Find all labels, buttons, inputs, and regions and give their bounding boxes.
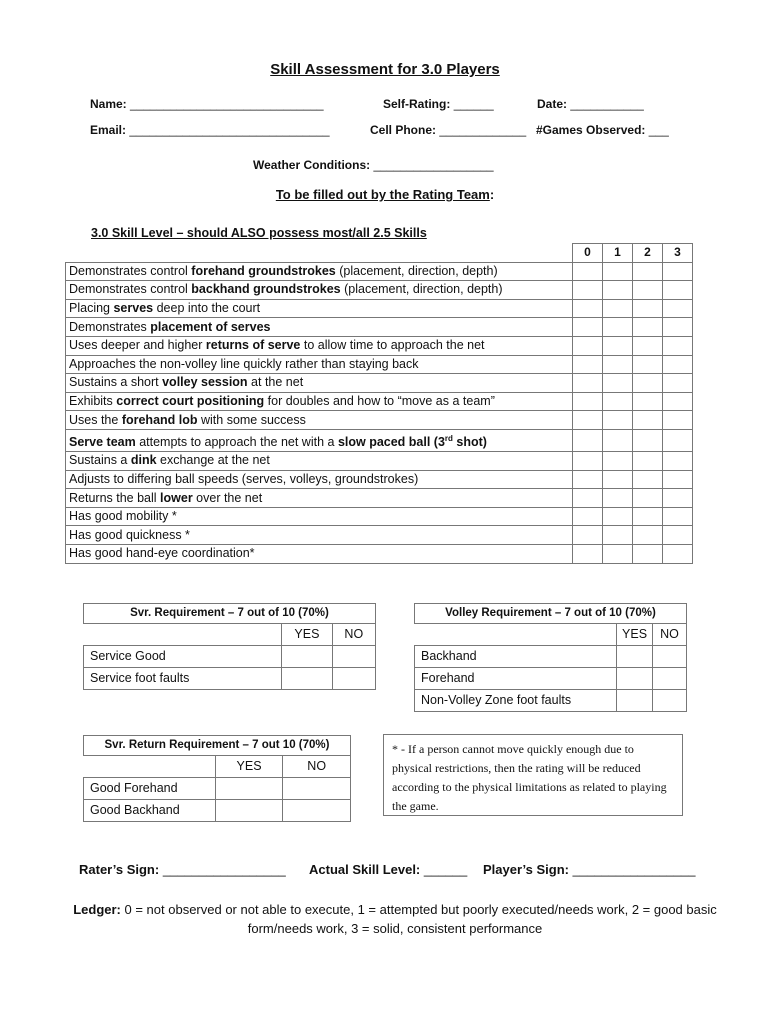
skill-row xyxy=(66,507,693,526)
return-yes-header: YES xyxy=(215,756,283,778)
skill-description xyxy=(66,262,573,281)
score-cell-2[interactable] xyxy=(633,507,663,526)
skill-text-bold: returns of serve xyxy=(205,338,301,353)
skill-text-pre: Has good quickness * xyxy=(69,527,190,542)
score-cell-2[interactable] xyxy=(633,281,663,300)
score-cell-3[interactable] xyxy=(663,452,693,471)
skill-row xyxy=(66,281,693,300)
player-sign-label: Player’s Sign: xyxy=(483,862,569,877)
volley-backhand-no-cell[interactable] xyxy=(653,646,687,668)
mobility-note: * - If a person cannot move quickly enough due to physical restrictions, then the rating will be reduced according to the physical limitations as related to playing the game. xyxy=(383,734,683,816)
service-yes-header: YES xyxy=(282,624,332,646)
rating-team-heading xyxy=(0,187,770,202)
rater-sign-label: Rater’s Sign: xyxy=(79,862,160,877)
skill-text-pre: Has good mobility * xyxy=(69,509,177,524)
games-observed-field[interactable] xyxy=(536,123,669,137)
volley-forehand-no-cell[interactable] xyxy=(653,668,687,690)
score-cell-1[interactable] xyxy=(603,318,633,337)
skill-description xyxy=(66,526,573,545)
weather-label: Weather Conditions: xyxy=(253,158,371,172)
return-requirement-table xyxy=(83,735,351,822)
skill-text-pre: Exhibits xyxy=(69,394,117,409)
score-cell-2[interactable] xyxy=(633,355,663,374)
score-col-1: 1 xyxy=(603,244,633,263)
volley-row-label: Non-Volley Zone foot faults xyxy=(415,690,617,712)
score-cell-3[interactable] xyxy=(663,526,693,545)
weather-field[interactable] xyxy=(253,158,494,172)
score-cell-0[interactable] xyxy=(573,374,603,393)
skill-level-heading: 3.0 Skill Level – should ALSO possess most/all 2.5 Skills xyxy=(91,226,427,240)
score-cell-0[interactable] xyxy=(573,281,603,300)
rater-sign-field[interactable] xyxy=(79,862,286,877)
page-title: Skill Assessment for 3.0 Players xyxy=(270,61,500,78)
skills-table-body xyxy=(66,244,693,564)
skill-row xyxy=(66,392,693,411)
games-observed-label: #Games Observed: xyxy=(536,123,646,137)
player-sign-field[interactable] xyxy=(483,862,696,877)
skill-text-pre: Demonstrates xyxy=(69,319,151,334)
skill-text-bold: dink xyxy=(130,453,157,468)
skill-text-pre: Adjusts to differing ball speeds (serves, volleys, groundstrokes) xyxy=(69,471,419,486)
score-cell-3[interactable] xyxy=(663,411,693,430)
score-cell-1[interactable] xyxy=(603,489,633,508)
score-col-2: 2 xyxy=(633,244,663,263)
cell-phone-field[interactable] xyxy=(370,123,526,137)
score-cell-0[interactable] xyxy=(573,262,603,281)
score-cell-1[interactable] xyxy=(603,452,633,471)
score-cell-0[interactable] xyxy=(573,336,603,355)
service-good-no-cell[interactable] xyxy=(332,646,375,668)
score-cell-2[interactable] xyxy=(633,336,663,355)
skill-description xyxy=(66,429,573,451)
skill-text-bold: backhand groundstrokes xyxy=(191,282,341,297)
skill-text-post: (placement, direction, depth) xyxy=(340,282,503,297)
score-cell-2[interactable] xyxy=(633,526,663,545)
score-col-3: 3 xyxy=(663,244,693,263)
skill-text-pre: Demonstrates control xyxy=(69,282,192,297)
score-cell-3[interactable] xyxy=(663,299,693,318)
volley-row-label: Backhand xyxy=(415,646,617,668)
score-header-row xyxy=(66,244,693,263)
skill-row xyxy=(66,429,693,451)
skill-text-post: (placement, direction, depth) xyxy=(335,263,498,278)
skill-row xyxy=(66,489,693,508)
skill-row xyxy=(66,526,693,545)
skill-text-bold3: shot) xyxy=(452,435,487,450)
service-foot-faults-no-cell[interactable] xyxy=(332,668,375,690)
score-cell-3[interactable] xyxy=(663,429,693,451)
score-cell-0[interactable] xyxy=(573,392,603,411)
player-sign-blank: _________________ xyxy=(572,862,696,877)
ledger-text: 0 = not observed or not able to execute, 1 = attempted but poorly executed/needs work, 2 = good basic form/needs work, 3 = solid, consistent performance xyxy=(120,902,717,936)
skill-text-sup: rd xyxy=(444,433,453,443)
skill-description xyxy=(66,392,573,411)
skill-text-post: attempts to approach the net with a xyxy=(135,435,338,450)
volley-row xyxy=(415,646,687,668)
skill-row xyxy=(66,336,693,355)
self-rating-blank: ______ xyxy=(453,97,494,111)
self-rating-field[interactable] xyxy=(383,97,494,111)
return-forehand-yes-cell[interactable] xyxy=(215,778,283,800)
skill-description xyxy=(66,318,573,337)
skill-text-bold: volley session xyxy=(162,375,248,390)
score-cell-2[interactable] xyxy=(633,262,663,281)
score-cell-3[interactable] xyxy=(663,392,693,411)
volley-row xyxy=(415,690,687,712)
service-row-label: Service Good xyxy=(84,646,282,668)
skill-description xyxy=(66,336,573,355)
skill-text-bold: forehand lob xyxy=(121,412,198,427)
service-foot-faults-yes-cell[interactable] xyxy=(282,668,332,690)
score-cell-2[interactable] xyxy=(633,470,663,489)
return-backhand-no-cell[interactable] xyxy=(283,800,351,822)
skill-row xyxy=(66,545,693,564)
score-cell-1[interactable] xyxy=(603,374,633,393)
skill-row xyxy=(66,470,693,489)
skill-text-bold2: slow paced ball (3 xyxy=(337,435,445,450)
skill-text-pre: Sustains a short xyxy=(69,375,163,390)
skill-description xyxy=(66,355,573,374)
score-cell-0[interactable] xyxy=(573,489,603,508)
skill-text-bold: Serve team xyxy=(69,435,136,450)
score-cell-0[interactable] xyxy=(573,429,603,451)
name-label: Name: xyxy=(90,97,127,111)
score-cell-0[interactable] xyxy=(573,452,603,471)
volley-row-label: Forehand xyxy=(415,668,617,690)
name-field[interactable] xyxy=(90,97,324,111)
score-cell-1[interactable] xyxy=(603,281,633,300)
service-header-spacer xyxy=(84,624,282,646)
score-cell-1[interactable] xyxy=(603,545,633,564)
volley-row xyxy=(415,668,687,690)
volley-backhand-yes-cell[interactable] xyxy=(617,646,653,668)
skill-description xyxy=(66,374,573,393)
volley-nvz-yes-cell[interactable] xyxy=(617,690,653,712)
skill-description xyxy=(66,452,573,471)
skill-text-post: for doubles and how to “move as a team” xyxy=(264,394,495,409)
score-cell-0[interactable] xyxy=(573,526,603,545)
service-good-yes-cell[interactable] xyxy=(282,646,332,668)
score-cell-3[interactable] xyxy=(663,281,693,300)
skill-text-bold: serves xyxy=(113,301,154,316)
header-spacer xyxy=(66,244,573,263)
service-row xyxy=(84,668,376,690)
score-col-0: 0 xyxy=(573,244,603,263)
skill-text-post: deep into the court xyxy=(153,301,261,316)
skill-text-pre: Placing xyxy=(69,301,114,316)
service-no-header: NO xyxy=(332,624,375,646)
volley-forehand-yes-cell[interactable] xyxy=(617,668,653,690)
score-cell-1[interactable] xyxy=(603,262,633,281)
service-row-label: Service foot faults xyxy=(84,668,282,690)
rating-team-colon: : xyxy=(489,187,495,202)
volley-yes-header: YES xyxy=(617,624,653,646)
skill-row xyxy=(66,411,693,430)
score-cell-2[interactable] xyxy=(633,411,663,430)
skill-text-post: at the net xyxy=(247,375,304,390)
skill-row xyxy=(66,355,693,374)
score-cell-1[interactable] xyxy=(603,526,633,545)
skill-row xyxy=(66,299,693,318)
score-cell-3[interactable] xyxy=(663,545,693,564)
actual-skill-level-blank: ______ xyxy=(423,862,468,877)
date-label: Date: xyxy=(537,97,568,111)
score-cell-3[interactable] xyxy=(663,507,693,526)
skill-text-bold: lower xyxy=(160,490,193,505)
skill-text-bold: placement of serves xyxy=(150,319,271,334)
actual-skill-level-label: Actual Skill Level: xyxy=(309,862,421,877)
skill-text-pre: Returns the ball xyxy=(69,490,161,505)
score-cell-2[interactable] xyxy=(633,299,663,318)
return-header-spacer xyxy=(84,756,216,778)
score-cell-1[interactable] xyxy=(603,429,633,451)
skill-description xyxy=(66,281,573,300)
volley-header-spacer xyxy=(415,624,617,646)
score-cell-1[interactable] xyxy=(603,470,633,489)
score-cell-2[interactable] xyxy=(633,392,663,411)
return-backhand-yes-cell[interactable] xyxy=(215,800,283,822)
score-cell-3[interactable] xyxy=(663,318,693,337)
return-requirement-caption: Svr. Return Requirement – 7 out 10 (70%) xyxy=(84,736,351,756)
skill-text-pre: Has good hand-eye coordination* xyxy=(69,546,255,561)
score-cell-1[interactable] xyxy=(603,411,633,430)
return-forehand-no-cell[interactable] xyxy=(283,778,351,800)
skill-row xyxy=(66,452,693,471)
skill-text-post: to allow time to approach the net xyxy=(300,338,485,353)
score-cell-3[interactable] xyxy=(663,355,693,374)
skills-table xyxy=(65,243,693,564)
date-blank: ___________ xyxy=(570,97,644,111)
ledger xyxy=(70,900,720,938)
score-cell-1[interactable] xyxy=(603,299,633,318)
skill-description xyxy=(66,470,573,489)
return-row xyxy=(84,778,351,800)
score-cell-0[interactable] xyxy=(573,318,603,337)
skill-description xyxy=(66,411,573,430)
name-blank: _____________________________ xyxy=(130,97,324,111)
skill-text-bold: correct court positioning xyxy=(116,394,265,409)
score-cell-3[interactable] xyxy=(663,336,693,355)
cell-phone-label: Cell Phone: xyxy=(370,123,437,137)
actual-skill-level-field[interactable] xyxy=(309,862,467,877)
email-field[interactable] xyxy=(90,123,330,137)
score-cell-2[interactable] xyxy=(633,374,663,393)
service-requirement-table xyxy=(83,603,376,690)
skill-text-pre: Uses the xyxy=(69,412,122,427)
service-row xyxy=(84,646,376,668)
skill-description xyxy=(66,545,573,564)
weather-blank: __________________ xyxy=(373,158,494,172)
skill-text-post: exchange at the net xyxy=(156,453,270,468)
volley-requirement-table xyxy=(414,603,687,712)
rating-team-text: To be filled out by the Rating Team xyxy=(275,187,490,202)
skill-row xyxy=(66,262,693,281)
cell-phone-blank: _____________ xyxy=(439,123,527,137)
score-cell-1[interactable] xyxy=(603,507,633,526)
skill-row xyxy=(66,318,693,337)
score-cell-1[interactable] xyxy=(603,355,633,374)
score-cell-3[interactable] xyxy=(663,489,693,508)
skill-description xyxy=(66,489,573,508)
skill-text-pre: Sustains a xyxy=(69,453,131,468)
return-row-label: Good Forehand xyxy=(84,778,216,800)
score-cell-3[interactable] xyxy=(663,470,693,489)
volley-nvz-no-cell[interactable] xyxy=(653,690,687,712)
score-cell-0[interactable] xyxy=(573,355,603,374)
skill-text-pre: Demonstrates control xyxy=(69,263,192,278)
skill-description xyxy=(66,507,573,526)
rater-sign-blank: _________________ xyxy=(162,862,286,877)
score-cell-1[interactable] xyxy=(603,392,633,411)
score-cell-2[interactable] xyxy=(633,545,663,564)
score-cell-0[interactable] xyxy=(573,411,603,430)
email-label: Email: xyxy=(90,123,127,137)
score-cell-3[interactable] xyxy=(663,262,693,281)
score-cell-0[interactable] xyxy=(573,545,603,564)
self-rating-label: Self-Rating: xyxy=(383,97,451,111)
score-cell-3[interactable] xyxy=(663,374,693,393)
score-cell-0[interactable] xyxy=(573,470,603,489)
skill-text-post: with some success xyxy=(197,412,306,427)
skill-text-bold: forehand groundstrokes xyxy=(191,263,336,278)
score-cell-0[interactable] xyxy=(573,299,603,318)
service-requirement-caption: Svr. Requirement – 7 out of 10 (70%) xyxy=(84,604,376,624)
skill-description xyxy=(66,299,573,318)
volley-requirement-caption: Volley Requirement – 7 out of 10 (70%) xyxy=(415,604,687,624)
score-cell-1[interactable] xyxy=(603,336,633,355)
volley-no-header: NO xyxy=(653,624,687,646)
return-no-header: NO xyxy=(283,756,351,778)
skill-text-post: over the net xyxy=(192,490,263,505)
email-blank: ______________________________ xyxy=(129,123,330,137)
ledger-label: Ledger: xyxy=(73,902,121,917)
score-cell-2[interactable] xyxy=(633,489,663,508)
return-row xyxy=(84,800,351,822)
score-cell-2[interactable] xyxy=(633,429,663,451)
skill-row xyxy=(66,374,693,393)
score-cell-2[interactable] xyxy=(633,318,663,337)
games-observed-blank: ___ xyxy=(648,123,669,137)
return-row-label: Good Backhand xyxy=(84,800,216,822)
score-cell-2[interactable] xyxy=(633,452,663,471)
skill-text-pre: Uses deeper and higher xyxy=(69,338,206,353)
skill-text-pre: Approaches the non-volley line quickly rather than staying back xyxy=(69,356,419,371)
score-cell-0[interactable] xyxy=(573,507,603,526)
date-field[interactable] xyxy=(537,97,644,111)
